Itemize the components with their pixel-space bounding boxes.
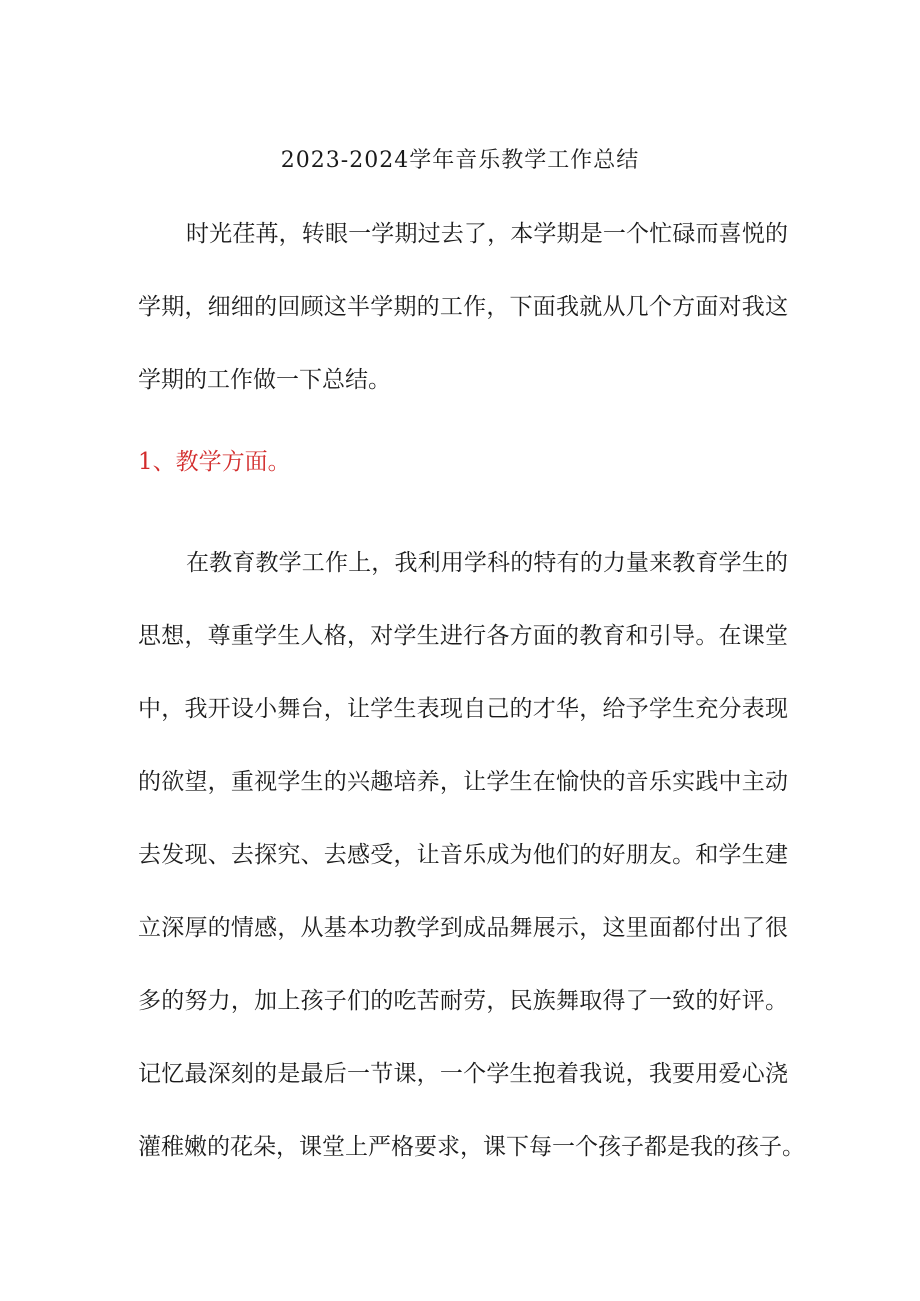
document-title: 2023-2024学年音乐教学工作总结 [280, 148, 640, 173]
body-line-9: 灌稚嫩的花朵，课堂上严格要求，课下每一个孩子都是我的孩子。 [138, 1134, 805, 1160]
body-line-6: 立深厚的情感，从基本功教学到成品舞展示，这里面都付出了很 [138, 915, 788, 941]
intro-line-1: 时光荏苒，转眼一学期过去了，本学期是一个忙碌而喜悦的 [186, 221, 788, 247]
intro-line-2: 学期，细细的回顾这半学期的工作，下面我就从几个方面对我这 [138, 294, 788, 320]
body-line-4: 的欲望，重视学生的兴趣培养，让学生在愉快的音乐实践中主动 [138, 769, 788, 795]
section-heading: 1、教学方面。 [138, 449, 291, 475]
body-line-3: 中，我开设小舞台，让学生表现自己的才华，给予学生充分表现 [138, 696, 788, 722]
body-line-1: 在教育教学工作上，我利用学科的特有的力量来教育学生的 [186, 550, 788, 576]
body-line-7: 多的努力，加上孩子们的吃苦耐劳，民族舞取得了一致的好评。 [138, 988, 788, 1014]
body-line-5: 去发现、去探究、去感受，让音乐成为他们的好朋友。和学生建 [138, 842, 788, 868]
body-line-8: 记忆最深刻的是最后一节课，一个学生抱着我说，我要用爱心浇 [138, 1061, 788, 1087]
intro-line-3: 学期的工作做一下总结。 [138, 367, 391, 393]
body-line-2: 思想，尊重学生人格，对学生进行各方面的教育和引导。在课堂 [138, 623, 788, 649]
